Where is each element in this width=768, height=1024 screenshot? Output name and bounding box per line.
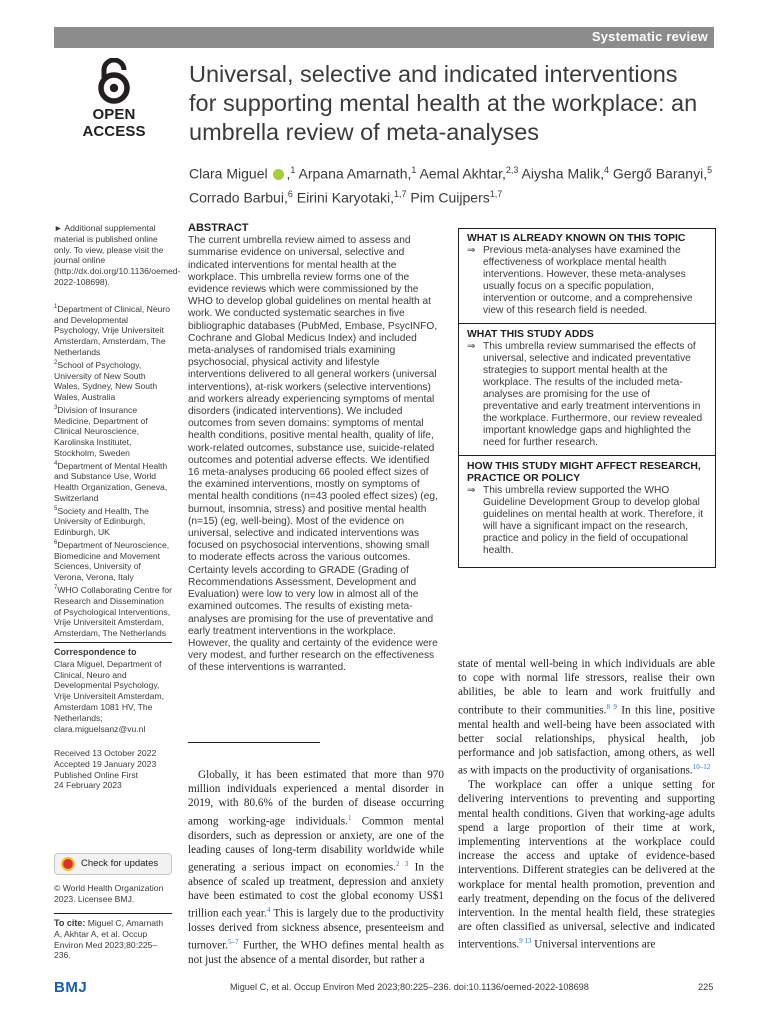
- author-name[interactable]: Pim Cuijpers: [410, 189, 490, 206]
- key-message-heading: WHAT IS ALREADY KNOWN ON THIS TOPIC: [467, 233, 686, 244]
- section-label: Systematic review: [591, 29, 708, 44]
- check-updates-label: Check for updates: [81, 858, 159, 869]
- author-name[interactable]: Arpana Amarnath,: [298, 165, 412, 182]
- cite-text: Miguel C, Amarnath A, Akhtar A, et al. Occup Environ Med 2023;80:225–236.: [54, 918, 164, 961]
- body-column-right: [458, 657, 715, 952]
- author-name[interactable]: Clara Miguel: [189, 165, 268, 182]
- affiliation-item: $^6$Department of Neuroscience, Biomedicine and Movement Sciences, University of Verona, Verona, Italy: [54, 539, 170, 583]
- body-column-left: [188, 768, 444, 968]
- key-message-heading: HOW THIS STUDY MIGHT AFFECT RESEARCH, PRACTICE OR POLICY: [467, 461, 701, 484]
- abstract: [188, 222, 438, 675]
- box-divider: [459, 323, 715, 324]
- arrow-icon: ⇒: [467, 485, 476, 496]
- arrow-icon: ⇒: [467, 341, 476, 352]
- arrow-icon: ⇒: [467, 245, 476, 256]
- section-bar: [54, 27, 714, 48]
- open-access-lock-icon: [96, 58, 132, 104]
- box-divider: [459, 455, 715, 456]
- key-messages-box: [458, 228, 716, 568]
- body-paragraph: state of mental well-being in which individuals are able to cope with normal life stressors, realise their own abilities, be able to learn and work fruitfully and contribute to their communities.$^{8 9}$ In this line, positive mental health and well-being have been associated with better social relationships, physical health, job performance and job satisfaction, among others, as well as with impacts on the productivity of organisations.$^{10-12}$: [458, 658, 716, 777]
- author-line-2: [189, 184, 719, 208]
- abstract-text: The current umbrella review aimed to assess and summarise evidence on universal, selective and indicated interventions for mental health at the workplace. This umbrella review forms one of the evidence reviews which were commissioned by the WHO to develop global guidelines on mental health at work. We conducted systematic searches in five bibliographic databases (PubMed, Embase, PsycINFO, Cochrane and Global Medicus Index) and included meta-analyses of randomised trials examining psychosocial, physical activity and lifestyle interventions delivered to all general workers (universal interventions), at-risk workers (selective interventions) and workers already experiencing symptoms of mental disorders (indicated interventions). We included outcomes from seven domains: symptoms of mental health conditions, positive mental health, quality of life, work-related outcomes, substance use, suicide-related outcomes and potential adverse effects. We identified 16 meta-analyses producing 66 pooled effect sizes of the examined interventions, mostly on symptoms of mental health conditions (n=43 pooled effect sizes) (eg, burnout, insomnia, stress) and positive mental health (n=15) (eg, well-being). Most of the evidence on universal, selective and indicated interventions was focused on psychosocial interventions, showing small to moderate effects across the various outcomes. Certainty levels according to GRADE (Grading of Recommendations Assessment, Development and Evaluation) were low to very low in almost all of the examined outcomes. The results of existing meta-analyses are promising for the use of preventative and early treatment interventions in the workplace. However, the quality and certainty of the evidence were very modest, and further research on the effectiveness of these interventions is warranted.: [188, 235, 438, 674]
- author-list: [189, 160, 719, 207]
- date-published: 24 February 2023: [54, 780, 122, 791]
- author-name[interactable]: Corrado Barbui,: [189, 189, 288, 206]
- correspondence-heading: Correspondence to: [54, 647, 137, 657]
- to-cite: [54, 913, 172, 961]
- reference-link[interactable]: 8 9: [606, 702, 617, 711]
- reference-link[interactable]: 4: [266, 906, 271, 915]
- check-for-updates-button[interactable]: [54, 853, 172, 875]
- affiliation-item: $^3$Division of Insurance Medicine, Department of Clinical Neuroscience, Karolinska Institutet, Stockholm, Sweden: [54, 404, 148, 458]
- correspondence: [54, 642, 172, 734]
- open-access-label: OPEN ACCESS: [82, 106, 146, 140]
- reference-link[interactable]: 2 3: [395, 859, 409, 868]
- reference-link[interactable]: 5–7: [228, 938, 239, 947]
- body-paragraph: The workplace can offer a unique setting for delivering interventions to preventing and supporting mental health conditions. Given that working-age adults spend a large proportion of their time at work, implementing interventions at the workplace could increase the access and uptake of evidence-based interventions. Different strategies can be delivered at the workplace for mental health promotion, prevention and early treatment, depending on the focus of the delivered intervention. In the mental health field, these strategies are often classified as universal, selective and indicated interventions.$^{9 13}$ Universal interventions are: [458, 779, 715, 952]
- supplemental-note: ► Additional supplemental material is published online only. To view, please visit the journal online (http://dx.doi.org/10.1136/oemed-2022-108698).: [54, 223, 181, 287]
- reference-link[interactable]: 10–12: [692, 763, 711, 772]
- correspondence-text: Clara Miguel, Department of Clinical, Neuro and Developmental Psychology, Vrije Universiteit Amsterdam, Amsterdam 1081 HV, The Netherlands; clara.miguelsanz@vu.nl: [54, 658, 164, 734]
- affiliation-item: $^4$Department of Mental Health and Substance Use, World Health Organization, Geneva, Switzerland: [54, 460, 168, 503]
- author-affil-sup: 1,7: [489, 188, 503, 199]
- author-name[interactable]: Gergő Baranyi,: [612, 165, 708, 182]
- key-message-item: ⇒ Previous meta-analyses have examined the effectiveness of workplace mental health interventions. However, these meta-analyses usually focus on a specific population, intervention or outcome, and a comprehensive view of this research field is needed.: [467, 245, 693, 316]
- open-access-logo: [64, 58, 164, 140]
- affiliation-item: $^1$Department of Clinical, Neuro and Developmental Psychology, Vrije Universiteit Amsterdam, Amsterdam, The Netherlands: [54, 303, 171, 358]
- check-updates-icon: [61, 857, 75, 871]
- author-affil-sup: 4: [604, 165, 610, 175]
- footer-citation: Miguel C, et al. Occup Environ Med 2023;80:225–236. doi:10.1136/oemed-2022-108698: [230, 982, 589, 992]
- bmj-logo[interactable]: BMJ: [54, 979, 88, 996]
- author-name[interactable]: Eirini Karyotaki,: [296, 189, 394, 206]
- abstract-divider: [188, 742, 320, 743]
- author-affil-sup: 1,7: [394, 188, 407, 199]
- key-message-item: ⇒ This umbrella review summarised the effects of universal, selective and indicated preventative strategies to support mental health at the workplace. The results of the included meta-analyses are promising for the use of preventative and early treatment interventions in the workplace. Furthermore, our review revealed important knowledge gaps and highlighted the need for further research.: [467, 341, 703, 448]
- date-received: Received 13 October 2022: [54, 748, 157, 758]
- author-affil-sup: 2,3: [505, 165, 519, 175]
- author-affil-sup: 5: [707, 165, 713, 175]
- affiliation-item: $^2$School of Psychology, University of New South Wales, Sydney, New South Wales, Australia: [54, 359, 158, 403]
- reference-link[interactable]: 1: [347, 813, 352, 822]
- key-message-heading: WHAT THIS STUDY ADDS: [467, 329, 594, 340]
- author-affil-sup: 6: [287, 188, 293, 199]
- affiliation-item: $^5$Society and Health, The University of Edinburgh, Edinburgh, UK: [54, 505, 149, 538]
- cite-heading: To cite:: [54, 918, 86, 928]
- key-message-item: ⇒ This umbrella review supported the WHO Guideline Development Group to develop global guidelines on mental health at work. Therefore, it will have a significant impact on the research, practice and policy in the field of occupational health.: [467, 485, 704, 556]
- date-published-label: Published Online First: [54, 769, 139, 780]
- orcid-icon[interactable]: [273, 169, 284, 180]
- date-accepted: Accepted 19 January 2023: [54, 758, 157, 769]
- article-title: Universal, selective and indicated interventions for supporting mental health at the workplace: an umbrella review of meta-analyses: [189, 61, 698, 145]
- author-affil-sup: 1: [290, 165, 296, 175]
- author-affil-sup: 1: [411, 165, 417, 175]
- page-number: 225: [698, 982, 714, 992]
- reference-link[interactable]: 9 13: [519, 937, 532, 946]
- author-line-1: Clara Miguel ,$^1$ Arpana Amarnath,$^1$ Aemal Akhtar,$^{2,3}$ Aiysha Malik,$^4$ Gergő Baranyi,$^5$: [189, 165, 713, 182]
- affiliations: [54, 302, 172, 639]
- body-paragraph: Globally, it has been estimated that more than 970 million individuals experienced a mental disorder in 2019, with 80.6% of the burden of disease occurring among working-age individuals.$^1$ Common mental disorders, such as depression or anxiety, are one of the leading causes of long-term disability worldwide while generating a serious impact on economies.$^{2 3}$ In the absence of scaled up treatment, depression and anxiety have been estimated to cost the global economy US$1 trillion each year.$^4$ This is largely due to the productivity losses derived from sickness absence, presenteeism and turnover.$^{5-7}$ Further, the WHO defines mental health as not just the absence of a mental disorder, but rather a: [188, 769, 445, 967]
- affiliation-item: $^7$WHO Collaborating Centre for Research and Dissemination of Psychological Interventions, Vrije Universiteit Amsterdam, Amsterdam, The Netherlands: [54, 584, 172, 639]
- article-dates: [54, 748, 172, 791]
- author-name[interactable]: Aiysha Malik,: [521, 165, 605, 182]
- copyright: © World Health Organization 2023. Licensee BMJ.: [54, 883, 164, 904]
- abstract-heading: ABSTRACT: [188, 222, 249, 234]
- author-name[interactable]: Aemal Akhtar,: [419, 165, 506, 182]
